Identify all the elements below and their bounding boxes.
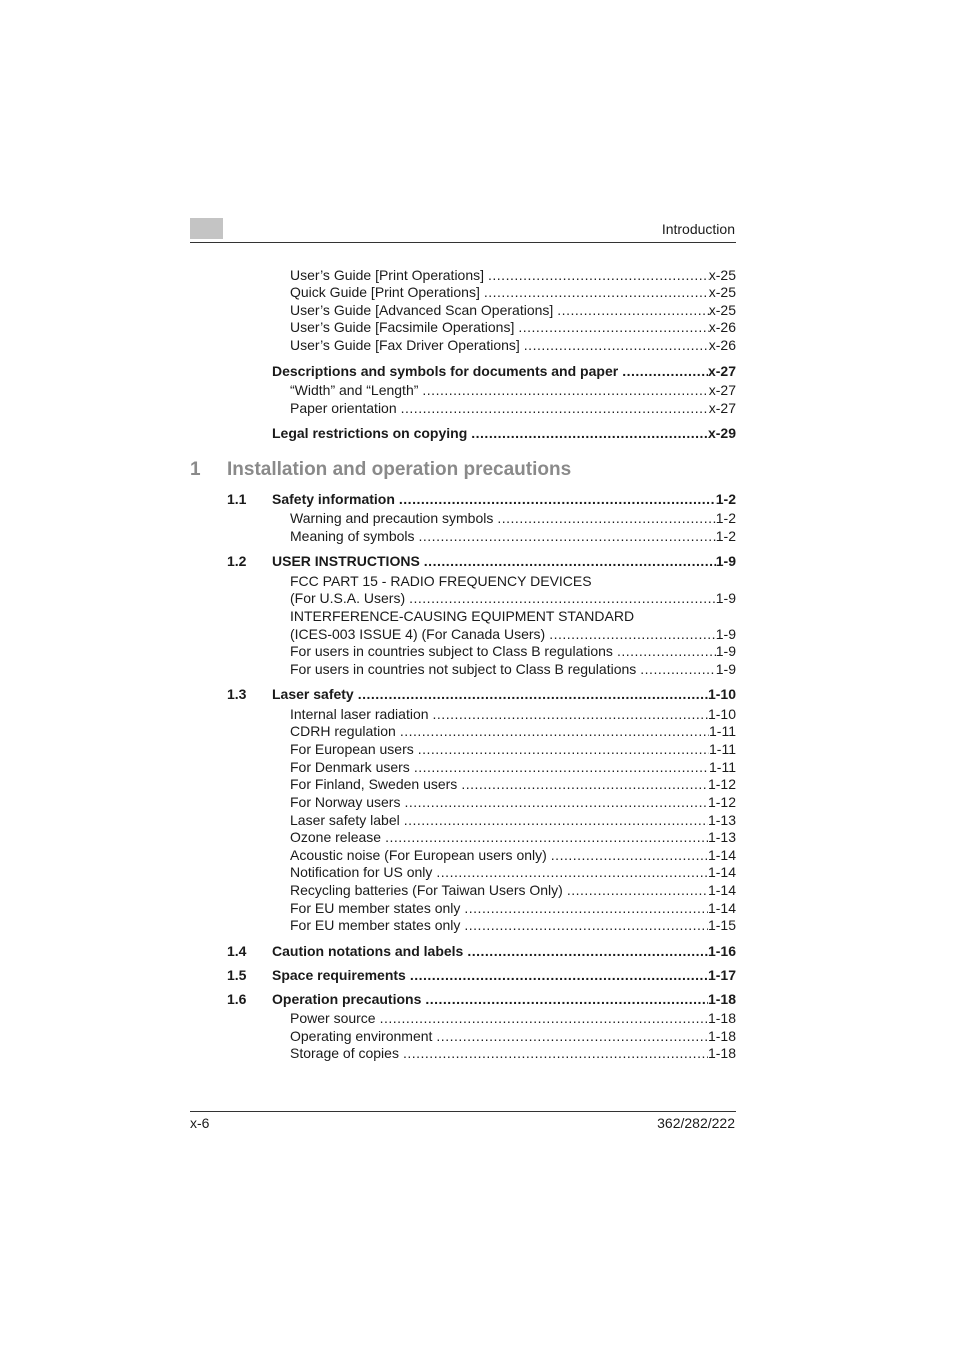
toc-entry-page: 1-15 <box>707 917 736 933</box>
toc-entry[interactable] <box>290 266 736 284</box>
leader-dots <box>488 266 709 284</box>
toc-entry-title: Operating environment <box>290 1028 433 1044</box>
toc-entry-page: 1-14 <box>707 882 736 898</box>
leader-dots <box>401 399 709 417</box>
toc-entry-page: 1-13 <box>707 829 736 845</box>
toc-entry-page: 1-12 <box>707 794 736 810</box>
toc-entry[interactable] <box>290 722 736 740</box>
toc-entry-title: Safety information <box>272 491 395 507</box>
toc-entry-title: Descriptions and symbols for documents and paper <box>272 363 619 379</box>
leader-dots <box>424 552 716 570</box>
leader-dots <box>385 828 708 846</box>
toc-entry-page: 1-2 <box>715 491 736 507</box>
toc-entry-title: For users in countries subject to Class B regulations <box>290 643 613 659</box>
leader-dots <box>358 685 708 703</box>
toc-entry-page: 1-13 <box>707 812 736 828</box>
leader-dots <box>461 775 708 793</box>
toc-entry[interactable] <box>290 863 736 881</box>
toc-entry[interactable] <box>290 336 736 354</box>
toc-entry[interactable] <box>290 705 736 723</box>
toc-entry-page: x-26 <box>708 337 736 353</box>
toc-entry-title: User’s Guide [Print Operations] <box>290 267 485 283</box>
toc-entry-page: x-25 <box>708 267 736 283</box>
toc-entry-title: For European users <box>290 741 414 757</box>
toc-entry-page: 1-9 <box>715 553 736 569</box>
leader-dots <box>422 381 708 399</box>
chapter-title: Installation and operation precautions <box>227 459 572 480</box>
footer-rule <box>190 1111 736 1112</box>
leader-dots <box>400 722 709 740</box>
toc-entry-title: Paper orientation <box>290 400 397 416</box>
leader-dots <box>409 589 716 607</box>
toc-entry-page: 1-11 <box>709 759 736 775</box>
toc-entry[interactable] <box>290 775 736 793</box>
toc-entry[interactable] <box>290 381 736 399</box>
toc-entry-page: 1-10 <box>707 706 736 722</box>
header-tab-block <box>190 218 223 239</box>
toc-entry[interactable] <box>290 527 736 545</box>
leader-dots <box>414 758 709 776</box>
toc-entry-page: 1-14 <box>707 900 736 916</box>
toc-entry-page: 1-14 <box>707 864 736 880</box>
leader-dots <box>418 740 709 758</box>
toc-entry-title: User’s Guide [Facsimile Operations] <box>290 319 515 335</box>
toc-entry-title: For Denmark users <box>290 759 410 775</box>
toc-entry[interactable] <box>290 301 736 319</box>
toc-entry-title: Caution notations and labels <box>272 943 464 959</box>
section-number: 1.3 <box>227 686 247 702</box>
chapter-heading[interactable] <box>190 459 571 481</box>
toc-entry-title: User’s Guide [Fax Driver Operations] <box>290 337 520 353</box>
toc-entry-page: 1-18 <box>707 1010 736 1026</box>
toc-entry[interactable] <box>290 811 736 829</box>
toc-entry[interactable] <box>290 899 736 917</box>
leader-dots <box>471 424 708 442</box>
leader-dots <box>557 301 708 319</box>
toc-entry[interactable] <box>290 740 736 758</box>
leader-dots <box>567 881 708 899</box>
toc-entry[interactable] <box>290 1044 736 1062</box>
toc-entry[interactable] <box>290 509 736 527</box>
leader-dots <box>425 990 708 1008</box>
toc-entry[interactable] <box>290 758 736 776</box>
toc-entry-page: x-27 <box>708 400 736 416</box>
toc-heading-descriptions[interactable] <box>272 362 736 380</box>
toc-entry-page: 1-18 <box>707 1028 736 1044</box>
leader-dots <box>464 899 708 917</box>
leader-dots <box>433 705 708 723</box>
leader-dots <box>419 527 716 545</box>
leader-dots <box>436 1027 708 1045</box>
toc-entry-title: USER INSTRUCTIONS <box>272 553 420 569</box>
toc-entry-title: “Width” and “Length” <box>290 382 419 398</box>
toc-entry-title: Storage of copies <box>290 1045 399 1061</box>
toc-entry-title: Recycling batteries (For Taiwan Users Only) <box>290 882 563 898</box>
toc-entry-page: 1-2 <box>715 528 736 544</box>
toc-entry-title: Legal restrictions on copying <box>272 425 468 441</box>
toc-entry[interactable] <box>290 283 736 301</box>
leader-dots <box>640 660 715 678</box>
toc-section-1-4[interactable] <box>272 942 736 960</box>
toc-entry-title: For EU member states only <box>290 900 461 916</box>
toc-entry-title: Warning and precaution symbols <box>290 510 494 526</box>
toc-entry-title: Laser safety <box>272 686 354 702</box>
toc-entry-title: For Norway users <box>290 794 401 810</box>
toc-entry-line: FCC PART 15 - RADIO FREQUENCY DEVICES <box>290 573 592 589</box>
toc-entry-title: Quick Guide [Print Operations] <box>290 284 480 300</box>
toc-section-1-5[interactable] <box>272 966 736 984</box>
footer-page-number: x-6 <box>190 1115 210 1131</box>
toc-entry-page: 1-9 <box>715 590 736 606</box>
section-number: 1.5 <box>227 967 247 983</box>
toc-entry-title: For Finland, Sweden users <box>290 776 458 792</box>
toc-entry-page: 1-14 <box>707 847 736 863</box>
toc-entry-page: 1-11 <box>709 741 736 757</box>
toc-entry-page: 1-10 <box>707 686 736 702</box>
leader-dots <box>464 916 708 934</box>
section-number: 1.6 <box>227 991 247 1007</box>
header-title: Introduction <box>661 221 735 237</box>
leader-dots <box>622 362 708 380</box>
toc-entry-page: 1-18 <box>707 991 736 1007</box>
toc-entry-page: x-27 <box>707 363 736 379</box>
leader-dots <box>467 942 708 960</box>
toc-entry-title: Internal laser radiation <box>290 706 429 722</box>
toc-entry[interactable] <box>290 660 736 678</box>
toc-heading-legal[interactable] <box>272 424 736 442</box>
leader-dots <box>380 1009 708 1027</box>
toc-entry-page: 1-18 <box>707 1045 736 1061</box>
toc-section-1-6[interactable] <box>272 990 736 1008</box>
toc-entry[interactable] <box>290 828 736 846</box>
section-number: 1.2 <box>227 553 247 569</box>
toc-entry-title: Acoustic noise (For European users only) <box>290 847 547 863</box>
toc-entry[interactable] <box>290 793 736 811</box>
toc-entry-title: User’s Guide [Advanced Scan Operations] <box>290 302 554 318</box>
toc-entry[interactable] <box>290 625 736 643</box>
section-number: 1.1 <box>227 491 247 507</box>
footer-model: 362/282/222 <box>657 1115 735 1131</box>
leader-dots <box>617 642 716 660</box>
leader-dots <box>524 336 709 354</box>
toc-entry-title: Laser safety label <box>290 812 400 828</box>
toc-entry-page: x-26 <box>708 319 736 335</box>
leader-dots <box>410 966 708 984</box>
toc-entry-page: 1-16 <box>707 943 736 959</box>
leader-dots <box>518 318 708 336</box>
leader-dots <box>484 283 709 301</box>
header-rule <box>190 242 736 243</box>
toc-entry[interactable] <box>290 318 736 336</box>
toc-entry[interactable] <box>290 846 736 864</box>
leader-dots <box>404 793 708 811</box>
toc-entry-page: x-27 <box>708 382 736 398</box>
toc-entry[interactable] <box>290 881 736 899</box>
toc-entry[interactable] <box>290 1009 736 1027</box>
toc-entry-page: 1-17 <box>707 967 736 983</box>
toc-entry-page: 1-12 <box>707 776 736 792</box>
leader-dots <box>404 811 708 829</box>
leader-dots <box>399 490 716 508</box>
toc-entry-page: x-25 <box>708 284 736 300</box>
toc-entry[interactable] <box>290 589 736 607</box>
toc-section-1-2[interactable] <box>272 552 736 570</box>
toc-entry-page: x-25 <box>708 302 736 318</box>
leader-dots <box>551 846 708 864</box>
section-number: 1.4 <box>227 943 247 959</box>
toc-entry[interactable] <box>290 399 736 417</box>
toc-entry-title: CDRH regulation <box>290 723 396 739</box>
toc-entry-title: (ICES-003 ISSUE 4) (For Canada Users) <box>290 626 546 642</box>
toc-entry-title: Space requirements <box>272 967 406 983</box>
toc-entry-title: For EU member states only <box>290 917 461 933</box>
toc-entry-page: 1-9 <box>715 661 736 677</box>
leader-dots <box>497 509 715 527</box>
toc-entry-page: x-29 <box>707 425 736 441</box>
toc-entry-title: (For U.S.A. Users) <box>290 590 406 606</box>
toc-entry-page: 1-2 <box>715 510 736 526</box>
leader-dots <box>436 863 708 881</box>
toc-section-1-3[interactable] <box>272 685 736 703</box>
toc-entry-page: 1-11 <box>709 723 736 739</box>
toc-entry-title: Notification for US only <box>290 864 433 880</box>
toc-entry[interactable] <box>290 916 736 934</box>
toc-entry-page: 1-9 <box>715 626 736 642</box>
toc-section-1-1[interactable] <box>272 490 736 508</box>
chapter-number: 1 <box>190 459 201 480</box>
leader-dots <box>549 625 716 643</box>
leader-dots <box>403 1044 708 1062</box>
toc-entry-title: Ozone release <box>290 829 382 845</box>
toc-entry[interactable] <box>290 642 736 660</box>
toc-entry[interactable] <box>290 1027 736 1045</box>
toc-entry-title: Meaning of symbols <box>290 528 415 544</box>
toc-entry-title: Operation precautions <box>272 991 422 1007</box>
toc-entry-page: 1-9 <box>715 643 736 659</box>
toc-entry-title: Power source <box>290 1010 376 1026</box>
toc-entry-title: For users in countries not subject to Class B regulations <box>290 661 637 677</box>
toc-entry-line: INTERFERENCE-CAUSING EQUIPMENT STANDARD <box>290 608 635 624</box>
